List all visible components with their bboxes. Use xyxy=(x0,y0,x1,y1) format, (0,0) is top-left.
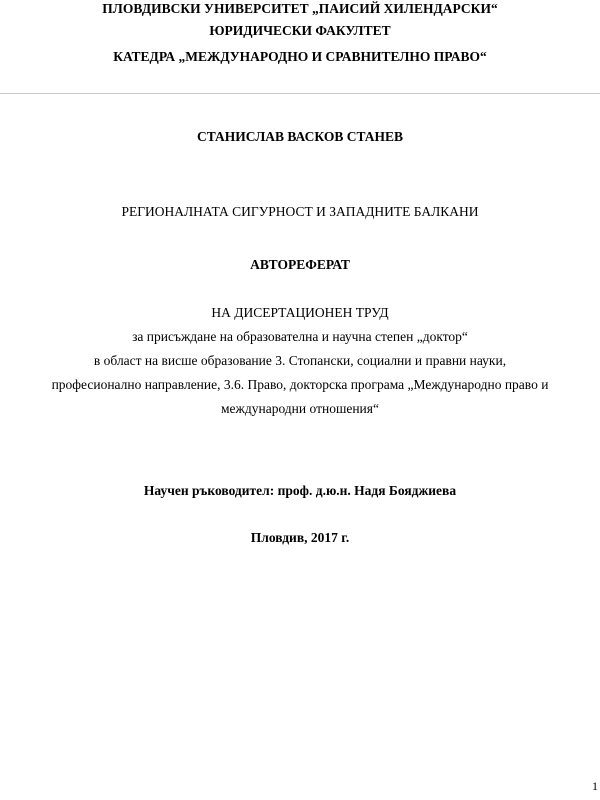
description-line-3: в област на висше образование 3. Стопански, социални и правни науки, xyxy=(93,353,507,368)
place-and-date: Пловдив, 2017 г. xyxy=(250,530,350,545)
document-type: АВТОРЕФЕРАТ xyxy=(250,257,350,272)
scientific-supervisor: Научен ръководител: проф. д.ю.н. Надя Бояджиева xyxy=(143,483,457,498)
header-divider xyxy=(0,93,600,94)
dissertation-topic: РЕГИОНАЛНАТА СИГУРНОСТ И ЗАПАДНИТЕ БАЛКАНИ xyxy=(121,204,479,219)
description-line-5: международни отношения“ xyxy=(221,401,379,416)
university-name: ПЛОВДИВСКИ УНИВЕРСИТЕТ „ПАИСИЙ ХИЛЕНДАРСКИ“ xyxy=(102,1,498,16)
dissertation-description xyxy=(0,303,600,421)
page-number: 1 xyxy=(592,779,598,793)
author-name: СТАНИСЛАВ ВАСКОВ СТАНЕВ xyxy=(196,129,404,144)
description-line-1: НА ДИСЕРТАЦИОНЕН ТРУД xyxy=(211,305,389,320)
department-name: КАТЕДРА „МЕЖДУНАРОДНО И СРАВНИТЕЛНО ПРАВО“ xyxy=(113,49,487,64)
document-header xyxy=(0,0,600,70)
description-line-2: за присъждане на образователна и научна степен „доктор“ xyxy=(132,329,468,344)
description-line-4: професионално направление, 3.6. Право, докторска програма „Международно право и xyxy=(51,377,549,392)
faculty-name: ЮРИДИЧЕСКИ ФАКУЛТЕТ xyxy=(209,23,391,38)
